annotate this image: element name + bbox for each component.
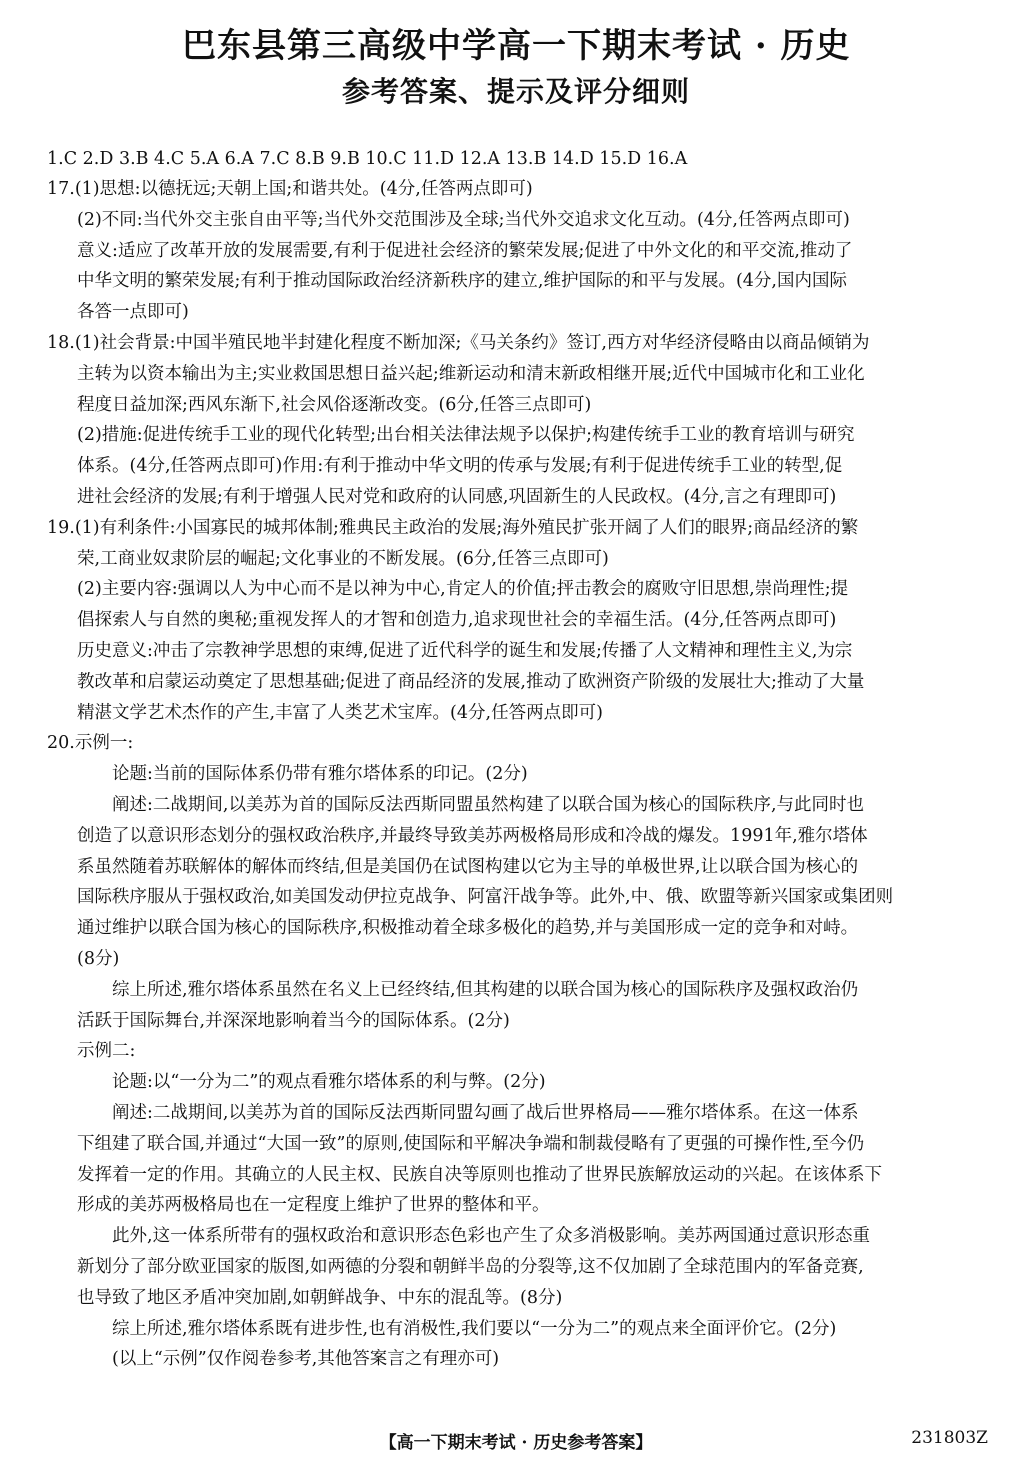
answer-line: 也导致了地区矛盾冲突加剧,如朝鲜战争、中东的混乱等。(8分) bbox=[77, 1288, 563, 1308]
answer-line: 进社会经济的发展;有利于增强人民对党和政府的认同感,巩固新生的人民政权。(4分,言之有理即可) bbox=[77, 487, 837, 507]
answer-line: 系虽然随着苏联解体的解体而终结,但是美国仍在试图构建以它为主导的单极世界,让以联合国为核心的 bbox=[77, 857, 859, 877]
footer-code: 231803Z bbox=[911, 1428, 988, 1448]
answer-line: 此外,这一体系所带有的强权政治和意识形态色彩也产生了众多消极影响。美苏两国通过意识形态重 bbox=[112, 1226, 871, 1246]
answer-line: 新划分了部分欧亚国家的版图,如两德的分裂和朝鲜半岛的分裂等,这不仅加剧了全球范围内的军备竞赛, bbox=[77, 1257, 864, 1277]
answer-line: 18.(1)社会背景:中国半殖民地半封建化程度不断加深;《马关条约》签订,西方对华经济侵略由以商品倾销为 bbox=[47, 333, 870, 353]
answer-line: 精湛文学艺术杰作的产生,丰富了人类艺术宝库。(4分,任答两点即可) bbox=[77, 703, 603, 723]
answer-line: 主转为以资本输出为主;实业救国思想日益兴起;维新运动和清末新政相继开展;近代中国城市化和工业化 bbox=[77, 364, 865, 384]
answer-line: 论题:当前的国际体系仍带有雅尔塔体系的印记。(2分) bbox=[112, 764, 528, 784]
answer-line: (以上“示例”仅作阅卷参考,其他答案言之有理亦可) bbox=[112, 1349, 500, 1369]
answer-line: 各答一点即可) bbox=[77, 302, 189, 322]
answer-line: 下组建了联合国,并通过“大国一致”的原则,使国际和平解决争端和制裁侵略有了更强的可操作性,至今仍 bbox=[77, 1134, 865, 1154]
answer-line: 历史意义:冲击了宗教神学思想的束缚,促进了近代科学的诞生和发展;传播了人文精神和理性主义,为宗 bbox=[77, 641, 853, 661]
answer-line: 意义:适应了改革开放的发展需要,有利于促进社会经济的繁荣发展;促进了中外文化的和平交流,推动了 bbox=[77, 241, 853, 261]
answer-line: 通过维护以联合国为核心的国际秩序,积极推动着全球多极化的趋势,并与美国形成一定的竞争和对峙。 bbox=[77, 918, 859, 938]
answer-line: 教改革和启蒙运动奠定了思想基础;促进了商品经济的发展,推动了欧洲资产阶级的发展壮大;推动了大量 bbox=[77, 672, 865, 692]
answer-line: 发挥着一定的作用。其确立的人民主权、民族自决等原则也推动了世界民族解放运动的兴起。在该体系下 bbox=[77, 1165, 882, 1185]
answer-line: 17.(1)思想:以德抚远;天朝上国;和谐共处。(4分,任答两点即可) bbox=[47, 179, 533, 199]
answer-line: 倡探索人与自然的奥秘;重视发挥人的才智和创造力,追求现世社会的幸福生活。(4分,任答两点即可) bbox=[77, 610, 837, 630]
answer-line: 中华文明的繁荣发展;有利于推动国际政治经济新秩序的建立,维护国际的和平与发展。(4分,国内国际 bbox=[77, 271, 847, 291]
answer-line: 形成的美苏两极格局也在一定程度上维护了世界的整体和平。 bbox=[77, 1195, 550, 1215]
answer-line: 程度日益加深;西风东渐下,社会风俗逐渐改变。(6分,任答三点即可) bbox=[77, 395, 592, 415]
answer-line: 活跃于国际舞台,并深深地影响着当今的国际体系。(2分) bbox=[77, 1011, 510, 1031]
answer-line: (2)主要内容:强调以人为中心而不是以神为中心,肯定人的价值;抨击教会的腐败守旧思想,崇尚理性;提 bbox=[77, 579, 849, 599]
answer-line: (2)措施:促进传统手工业的现代化转型;出台相关法律法规予以保护;构建传统手工业的教育培训与研究 bbox=[77, 425, 855, 445]
answer-line: 体系。(4分,任答两点即可)作用:有利于推动中华文明的传承与发展;有利于促进传统手工业的转型,促 bbox=[77, 456, 843, 476]
answer-line: (8分) bbox=[77, 949, 120, 969]
answer-line: (2)不同:当代外交主张自由平等;当代外交范围涉及全球;当代外交追求文化互动。(4分,任答两点即可) bbox=[77, 210, 850, 230]
choice-answers: 1.C 2.D 3.B 4.C 5.A 6.A 7.C 8.B 9.B 10.C 11.D 12.A 13.B 14.D 15.D 16.A bbox=[47, 149, 688, 169]
answer-line: 创造了以意识形态划分的强权政治秩序,并最终导致美苏两极格局形成和冷战的爆发。1991年,雅尔塔体 bbox=[77, 826, 868, 846]
answer-line: 阐述:二战期间,以美苏为首的国际反法西斯同盟虽然构建了以联合国为核心的国际秩序,与此同时也 bbox=[112, 795, 865, 815]
footer-title: 【高一下期末考试 · 历史参考答案】 bbox=[379, 1433, 653, 1453]
answer-line: 20.示例一: bbox=[47, 733, 134, 753]
answer-line: 国际秩序服从于强权政治,如美国发动伊拉克战争、阿富汗战争等。此外,中、俄、欧盟等新兴国家或集团则 bbox=[77, 887, 894, 907]
answer-line: 综上所述,雅尔塔体系虽然在名义上已经终结,但其构建的以联合国为核心的国际秩序及强权政治仍 bbox=[112, 980, 859, 1000]
answer-line: 荣,工商业奴隶阶层的崛起;文化事业的不断发展。(6分,任答三点即可) bbox=[77, 549, 609, 569]
answer-line: 阐述:二战期间,以美苏为首的国际反法西斯同盟勾画了战后世界格局——雅尔塔体系。在这一体系 bbox=[112, 1103, 859, 1123]
page-subtitle: 参考答案、提示及评分细则 bbox=[342, 75, 691, 108]
page-title: 巴东县第三高级中学高一下期末考试 · 历史 bbox=[182, 26, 851, 66]
answer-line: 示例二: bbox=[77, 1041, 136, 1061]
answer-line: 19.(1)有利条件:小国寡民的城邦体制;雅典民主政治的发展;海外殖民扩张开阔了人们的眼界;商品经济的繁 bbox=[47, 518, 859, 538]
answer-line: 综上所述,雅尔塔体系既有进步性,也有消极性,我们要以“一分为二”的观点来全面评价它。(2分) bbox=[112, 1319, 837, 1339]
answer-line: 论题:以“一分为二”的观点看雅尔塔体系的利与弊。(2分) bbox=[112, 1072, 546, 1092]
